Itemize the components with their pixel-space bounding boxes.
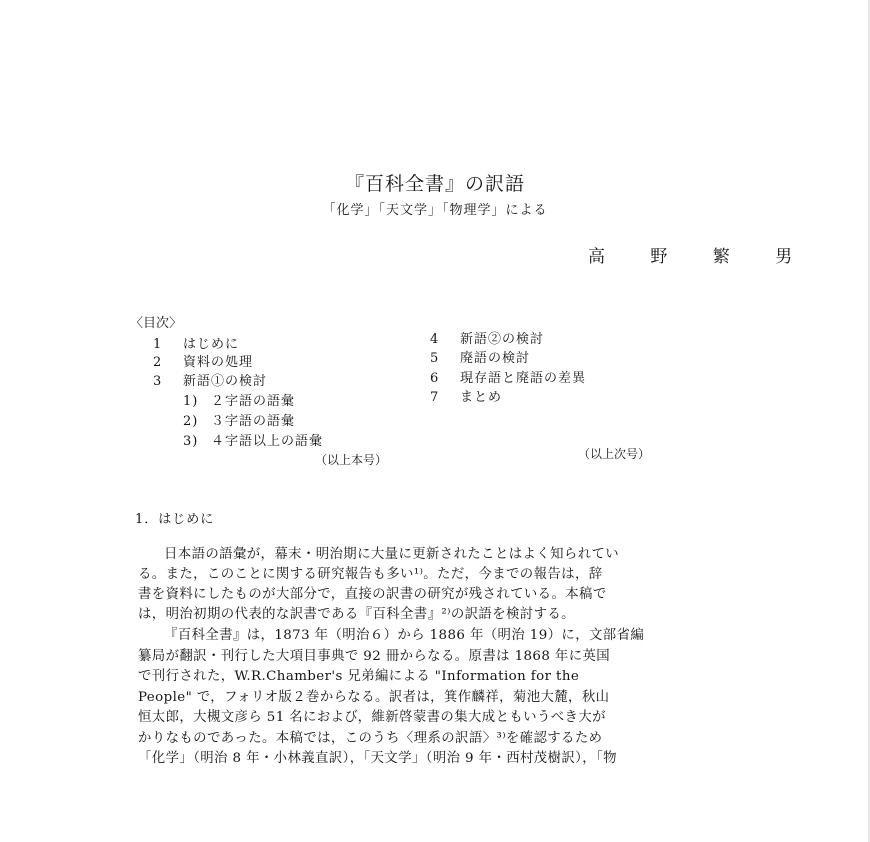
toc-subitem-number: 1) (183, 394, 199, 409)
toc-item-label: 現存語と廃語の差異 (460, 371, 587, 386)
toc-item-label: はじめに (183, 337, 240, 352)
toc-subitem (183, 390, 295, 409)
toc-item (153, 333, 239, 352)
toc-note-next-issue: （以上次号） (578, 447, 651, 461)
toc-item (430, 347, 530, 366)
toc-item (430, 328, 544, 347)
section-heading: 1．はじめに (135, 512, 215, 527)
toc-item-label: 廃語の検討 (460, 351, 531, 366)
toc-subitem-number: 2) (183, 414, 199, 429)
body-text-line: は，明治初期の代表的な訳書である『百科全書』²⁾の訳語を検討する。 (138, 607, 575, 622)
toc-heading: 〈目次〉 (130, 316, 183, 331)
body-text-line: 『百科全書』は，1873 年（明治６）から 1886 年（明治 19）に，文部省編 (164, 628, 645, 643)
toc-item-number: 5 (430, 351, 440, 366)
toc-item-number: 7 (430, 390, 440, 405)
body-text-line: 書を資料にしたものが大部分で，直接の訳書の研究が残されている。本稿で (138, 587, 607, 602)
toc-subitem-label: ３字語の語彙 (211, 414, 296, 429)
toc-note-this-issue: （以上本号） (315, 453, 388, 467)
body-text-line: で刊行された，W.R.Chamber's 兄弟編による "Information for the (138, 669, 580, 684)
toc-subitem-number: 3) (183, 434, 199, 449)
toc-item (430, 367, 586, 386)
body-text-line: 「化学」（明治 8 年・小林義直訳），「天文学」（明治 9 年・西村茂樹訳），「物 (138, 751, 617, 766)
body-text-line: People" で，フォリオ版２巻からなる。訳者は，箕作麟祥，菊池大麓，秋山 (138, 690, 610, 705)
toc-item (153, 351, 253, 370)
body-text-line: 日本語の語彙が，幕末・明治期に大量に更新されたことはよく知られてい (164, 547, 620, 562)
toc-item-label: 資料の処理 (183, 355, 254, 370)
toc-item-number: 2 (153, 355, 163, 370)
toc-subitem (183, 410, 295, 429)
article-subtitle: 「化学」「天文学」「物理学」による (322, 203, 548, 218)
toc-item-number: 1 (153, 337, 163, 352)
toc-item (430, 386, 502, 405)
author-name: 高 野 繁 男 (588, 247, 813, 267)
body-text-line: る。また，このことに関する研究報告も多い¹⁾。ただ，今までの報告は，辞 (138, 567, 603, 582)
toc-subitem-label: ４字語以上の語彙 (211, 434, 324, 449)
article-title: 『百科全書』の訳語 (344, 173, 525, 195)
toc-item-label: 新語①の検討 (183, 374, 268, 389)
toc-item-label: まとめ (460, 390, 503, 405)
toc-subitem (183, 430, 323, 449)
body-text-line: 恒太郎，大槻文彦ら 51 名におよび，維新啓蒙書の集大成ともいうべき大が (138, 710, 606, 725)
body-text-line: かりなものであった。本稿では，このうち〈理系の訳語〉³⁾を確認するため (138, 731, 603, 746)
toc-item (153, 370, 267, 389)
toc-item-number: 6 (430, 371, 440, 386)
toc-item-number: 3 (153, 374, 163, 389)
toc-item-number: 4 (430, 332, 440, 347)
body-text-line: 纂局が翻訳・刊行した大項目事典で 92 冊からなる。原書は 1868 年に英国 (138, 649, 611, 664)
toc-subitem-label: ２字語の語彙 (211, 394, 296, 409)
toc-item-label: 新語②の検討 (460, 332, 545, 347)
